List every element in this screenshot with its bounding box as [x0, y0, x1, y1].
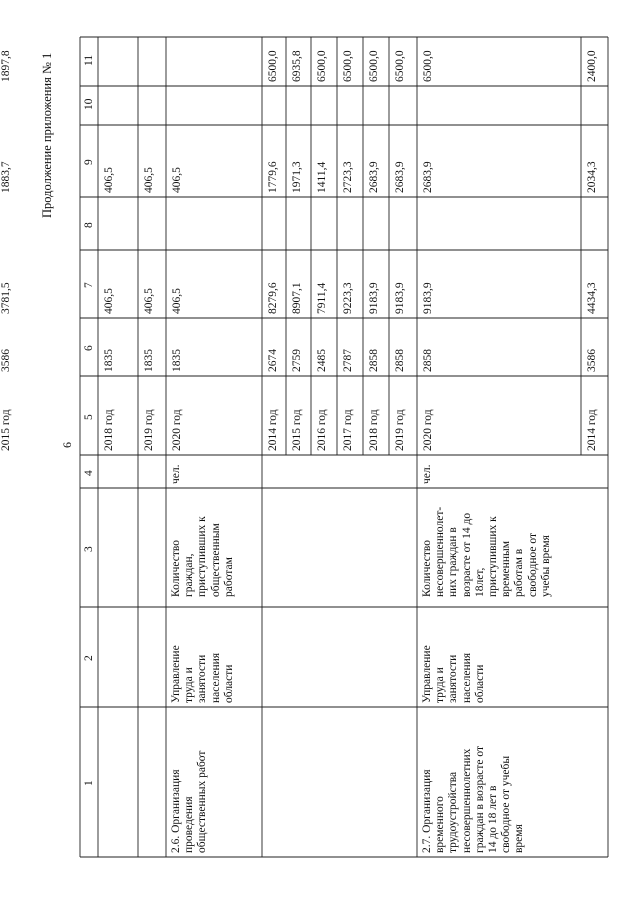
indicator-text: временным — [500, 541, 513, 597]
activity-text: проведения — [183, 796, 196, 853]
indicator-text: несовершеннолет- — [434, 506, 447, 597]
value-col6: 2759 — [291, 349, 303, 372]
value-col9: 1971,3 — [291, 161, 303, 193]
indicator-text: общественным — [209, 523, 222, 597]
value-col6: 1835 — [171, 349, 183, 372]
value-col9: 2683,9 — [368, 161, 380, 193]
value-col7: 7911,4 — [316, 282, 328, 314]
year-cell: 2014 год — [267, 409, 279, 451]
value-col7: 9183,9 — [394, 282, 406, 314]
value-col6: 3586 — [586, 349, 598, 372]
value-col11: 6500,0 — [368, 50, 380, 82]
indicator-text: Количество — [421, 540, 433, 597]
year-cell: 2018 год — [368, 409, 380, 451]
year-cell: 2015 год — [291, 409, 303, 451]
header-col-2: 2 — [83, 655, 95, 661]
executor-text: Управление — [421, 645, 433, 703]
header-col-6: 6 — [83, 345, 95, 351]
value-col9: 2683,9 — [394, 161, 406, 193]
value-col9: 2683,9 — [422, 161, 434, 193]
header-col-9: 9 — [83, 159, 95, 165]
value-col9: 2723,3 — [342, 161, 354, 193]
value-col6: 3586 — [0, 349, 12, 372]
value-col7: 9183,9 — [422, 282, 434, 314]
value-col9: 406,5 — [171, 167, 183, 193]
header-col-11: 11 — [83, 54, 95, 66]
activity-text: время — [513, 824, 526, 853]
value-col6: 2787 — [342, 349, 354, 372]
indicator-text: 18лет, — [473, 567, 486, 597]
value-col9: 1411,4 — [316, 161, 328, 193]
value-col11: 6500,0 — [394, 50, 406, 82]
value-col11: 6500,0 — [316, 50, 328, 82]
activity-text: общественных работ — [196, 750, 209, 853]
executor-text: занятости — [447, 654, 460, 703]
year-cell: 2019 год — [394, 409, 406, 451]
year-cell: 2020 год — [171, 409, 183, 451]
year-cell: 2019 год — [143, 409, 155, 451]
value-col7: 9183,9 — [368, 282, 380, 314]
value-col7: 4434,3 — [586, 282, 598, 314]
year-cell: 2015 год — [0, 409, 12, 451]
value-col6: 2858 — [368, 349, 380, 372]
activity-text: 2.6. Организация — [170, 769, 182, 853]
indicator-text: работам в — [513, 548, 526, 597]
header-col-7: 7 — [83, 282, 95, 288]
value-col11: 2400,0 — [586, 50, 598, 82]
indicator-text: приступивших к — [196, 516, 209, 597]
value-col7: 8907,1 — [291, 282, 303, 314]
executor-text: населения — [460, 652, 473, 703]
value-col6: 2858 — [422, 349, 434, 372]
year-cell: 2017 год — [342, 409, 354, 451]
header-col-10: 10 — [83, 98, 95, 110]
page-number: 6 — [60, 442, 74, 448]
value-col9: 406,5 — [103, 167, 115, 193]
activity-text: свободное от учебы — [500, 755, 513, 853]
value-col7: 3781,5 — [0, 282, 12, 314]
indicator-text: Количество — [170, 540, 182, 597]
executor-text: занятости — [196, 654, 209, 703]
executor-text: населения — [209, 652, 222, 703]
year-cell: 2016 год — [316, 409, 328, 451]
executor-text: труда и — [183, 667, 196, 703]
value-col6: 2674 — [267, 349, 279, 372]
appendix-title: Продолжение приложения № 1 — [40, 52, 54, 218]
executor-text: труда и — [434, 667, 447, 703]
value-col7: 406,5 — [143, 288, 155, 314]
activity-text: трудоустройства — [447, 771, 460, 853]
indicator-text: них граждан в — [447, 527, 460, 597]
header-col-3: 3 — [83, 545, 95, 552]
unit-text: чел. — [421, 464, 433, 484]
year-cell: 2018 год — [103, 409, 115, 451]
executor-text: области — [473, 664, 486, 703]
indicator-text: возрасте от 14 до — [460, 512, 473, 597]
header-col-4: 4 — [83, 469, 95, 476]
value-col6: 2485 — [316, 349, 328, 372]
value-col6: 1835 — [143, 349, 155, 372]
value-col11: 6500,0 — [342, 50, 354, 82]
indicator-text: работам — [222, 557, 235, 597]
unit-text: чел. — [170, 464, 182, 484]
value-col9: 1779,6 — [267, 161, 279, 193]
indicator-text: свободное от — [526, 533, 539, 597]
indicator-text: учебы время — [539, 535, 552, 597]
value-col6: 2858 — [394, 349, 406, 372]
value-col6: 1835 — [103, 349, 115, 372]
activity-text: несовершеннолетних — [460, 748, 473, 853]
activity-text: временного — [434, 796, 447, 853]
executor-text: области — [222, 664, 235, 703]
value-col7: 406,5 — [103, 288, 115, 314]
value-col7: 406,5 — [171, 288, 183, 314]
value-col7: 8279,6 — [267, 282, 279, 314]
value-col11: 6935,8 — [291, 50, 303, 82]
indicator-text: приступивших к — [487, 516, 499, 597]
activity-text: граждан в возрасте от — [473, 745, 486, 853]
value-col11: 6500,0 — [267, 50, 279, 82]
year-cell: 2014 год — [586, 409, 598, 451]
value-col9: 406,5 — [143, 167, 155, 193]
header-col-8: 8 — [83, 221, 95, 228]
value-col11: 6500,0 — [422, 50, 434, 82]
value-col9: 2034,3 — [586, 161, 598, 193]
indicator-text: граждан, — [183, 553, 196, 597]
value-col11: 1897,8 — [0, 50, 12, 82]
header-col-1: 1 — [83, 780, 95, 786]
value-col7: 9223,3 — [342, 282, 354, 314]
value-col9: 1883,7 — [0, 161, 12, 193]
executor-text: Управление — [170, 645, 182, 703]
year-cell: 2020 год — [422, 409, 434, 451]
activity-text: 2.7. Организация — [421, 769, 433, 853]
activity-text: 14 до 18 лет в — [487, 785, 499, 853]
header-col-5: 5 — [83, 413, 95, 420]
